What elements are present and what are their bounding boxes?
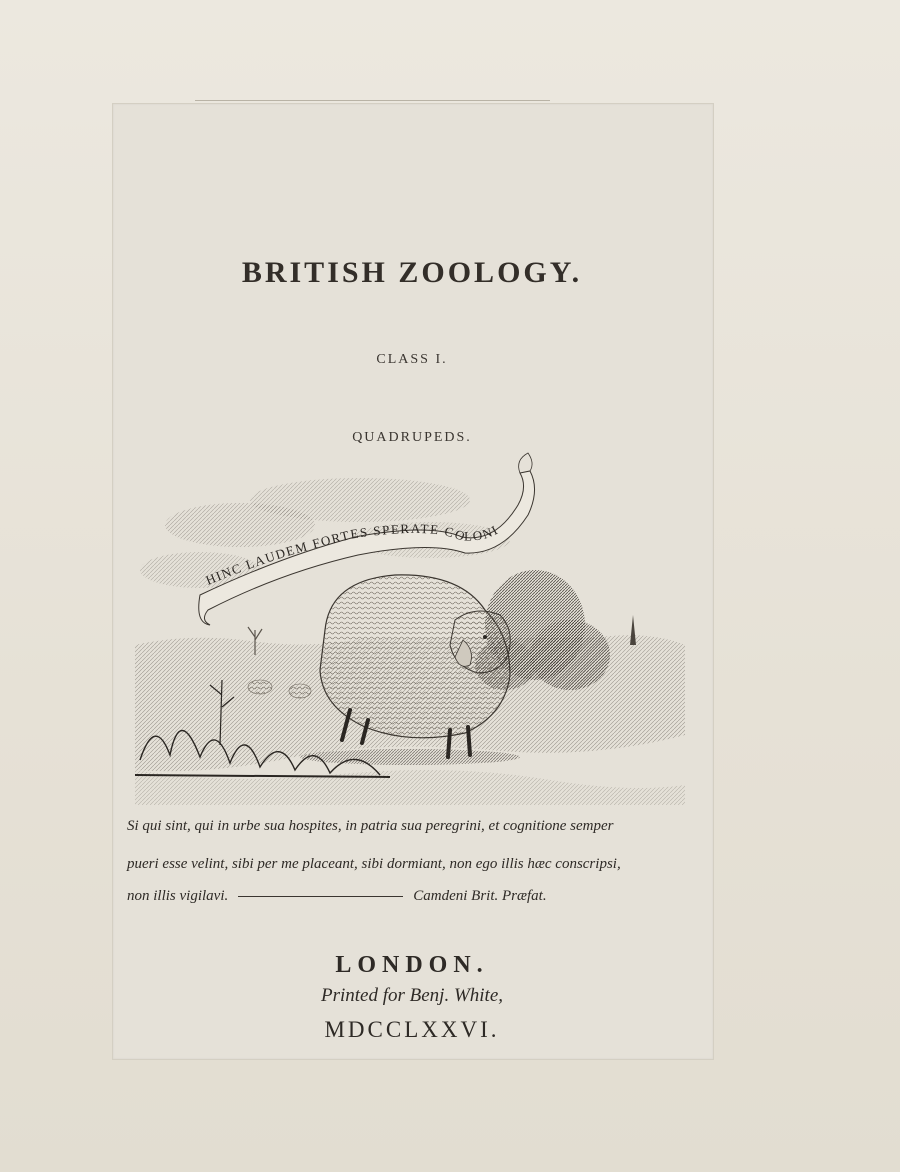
imprint-city: LONDON. [335,952,489,978]
subtitle: QUADRUPEDS. [352,430,472,445]
page-title: BRITISH ZOOLOGY. [241,256,583,289]
plate-top-line [195,100,550,101]
class-line: CLASS I. [376,352,448,367]
quote-line-1: Si qui sint, qui in urbe sua hospites, in patria sua peregrini, et cognitione semper [127,818,614,834]
quote-line-3 [127,888,717,905]
quote-line-2: pueri esse velint, sibi per me placeant, sibi dormiant, non ego illis hæc conscripsi, [127,856,621,872]
imprint-year: MDCCLXXVI. [324,1017,500,1042]
quote-rule [238,896,403,897]
quote-line-3-start: non illis vigilavi. [127,888,229,904]
sheep-engraving-icon [130,445,700,815]
quote-attribution: Camdeni Brit. Præfat. [413,888,547,904]
motto-text: HINC LAUDEM FORTES SPERATE COLONI [203,520,502,588]
imprint-printer: Printed for Benj. White, [320,985,504,1006]
